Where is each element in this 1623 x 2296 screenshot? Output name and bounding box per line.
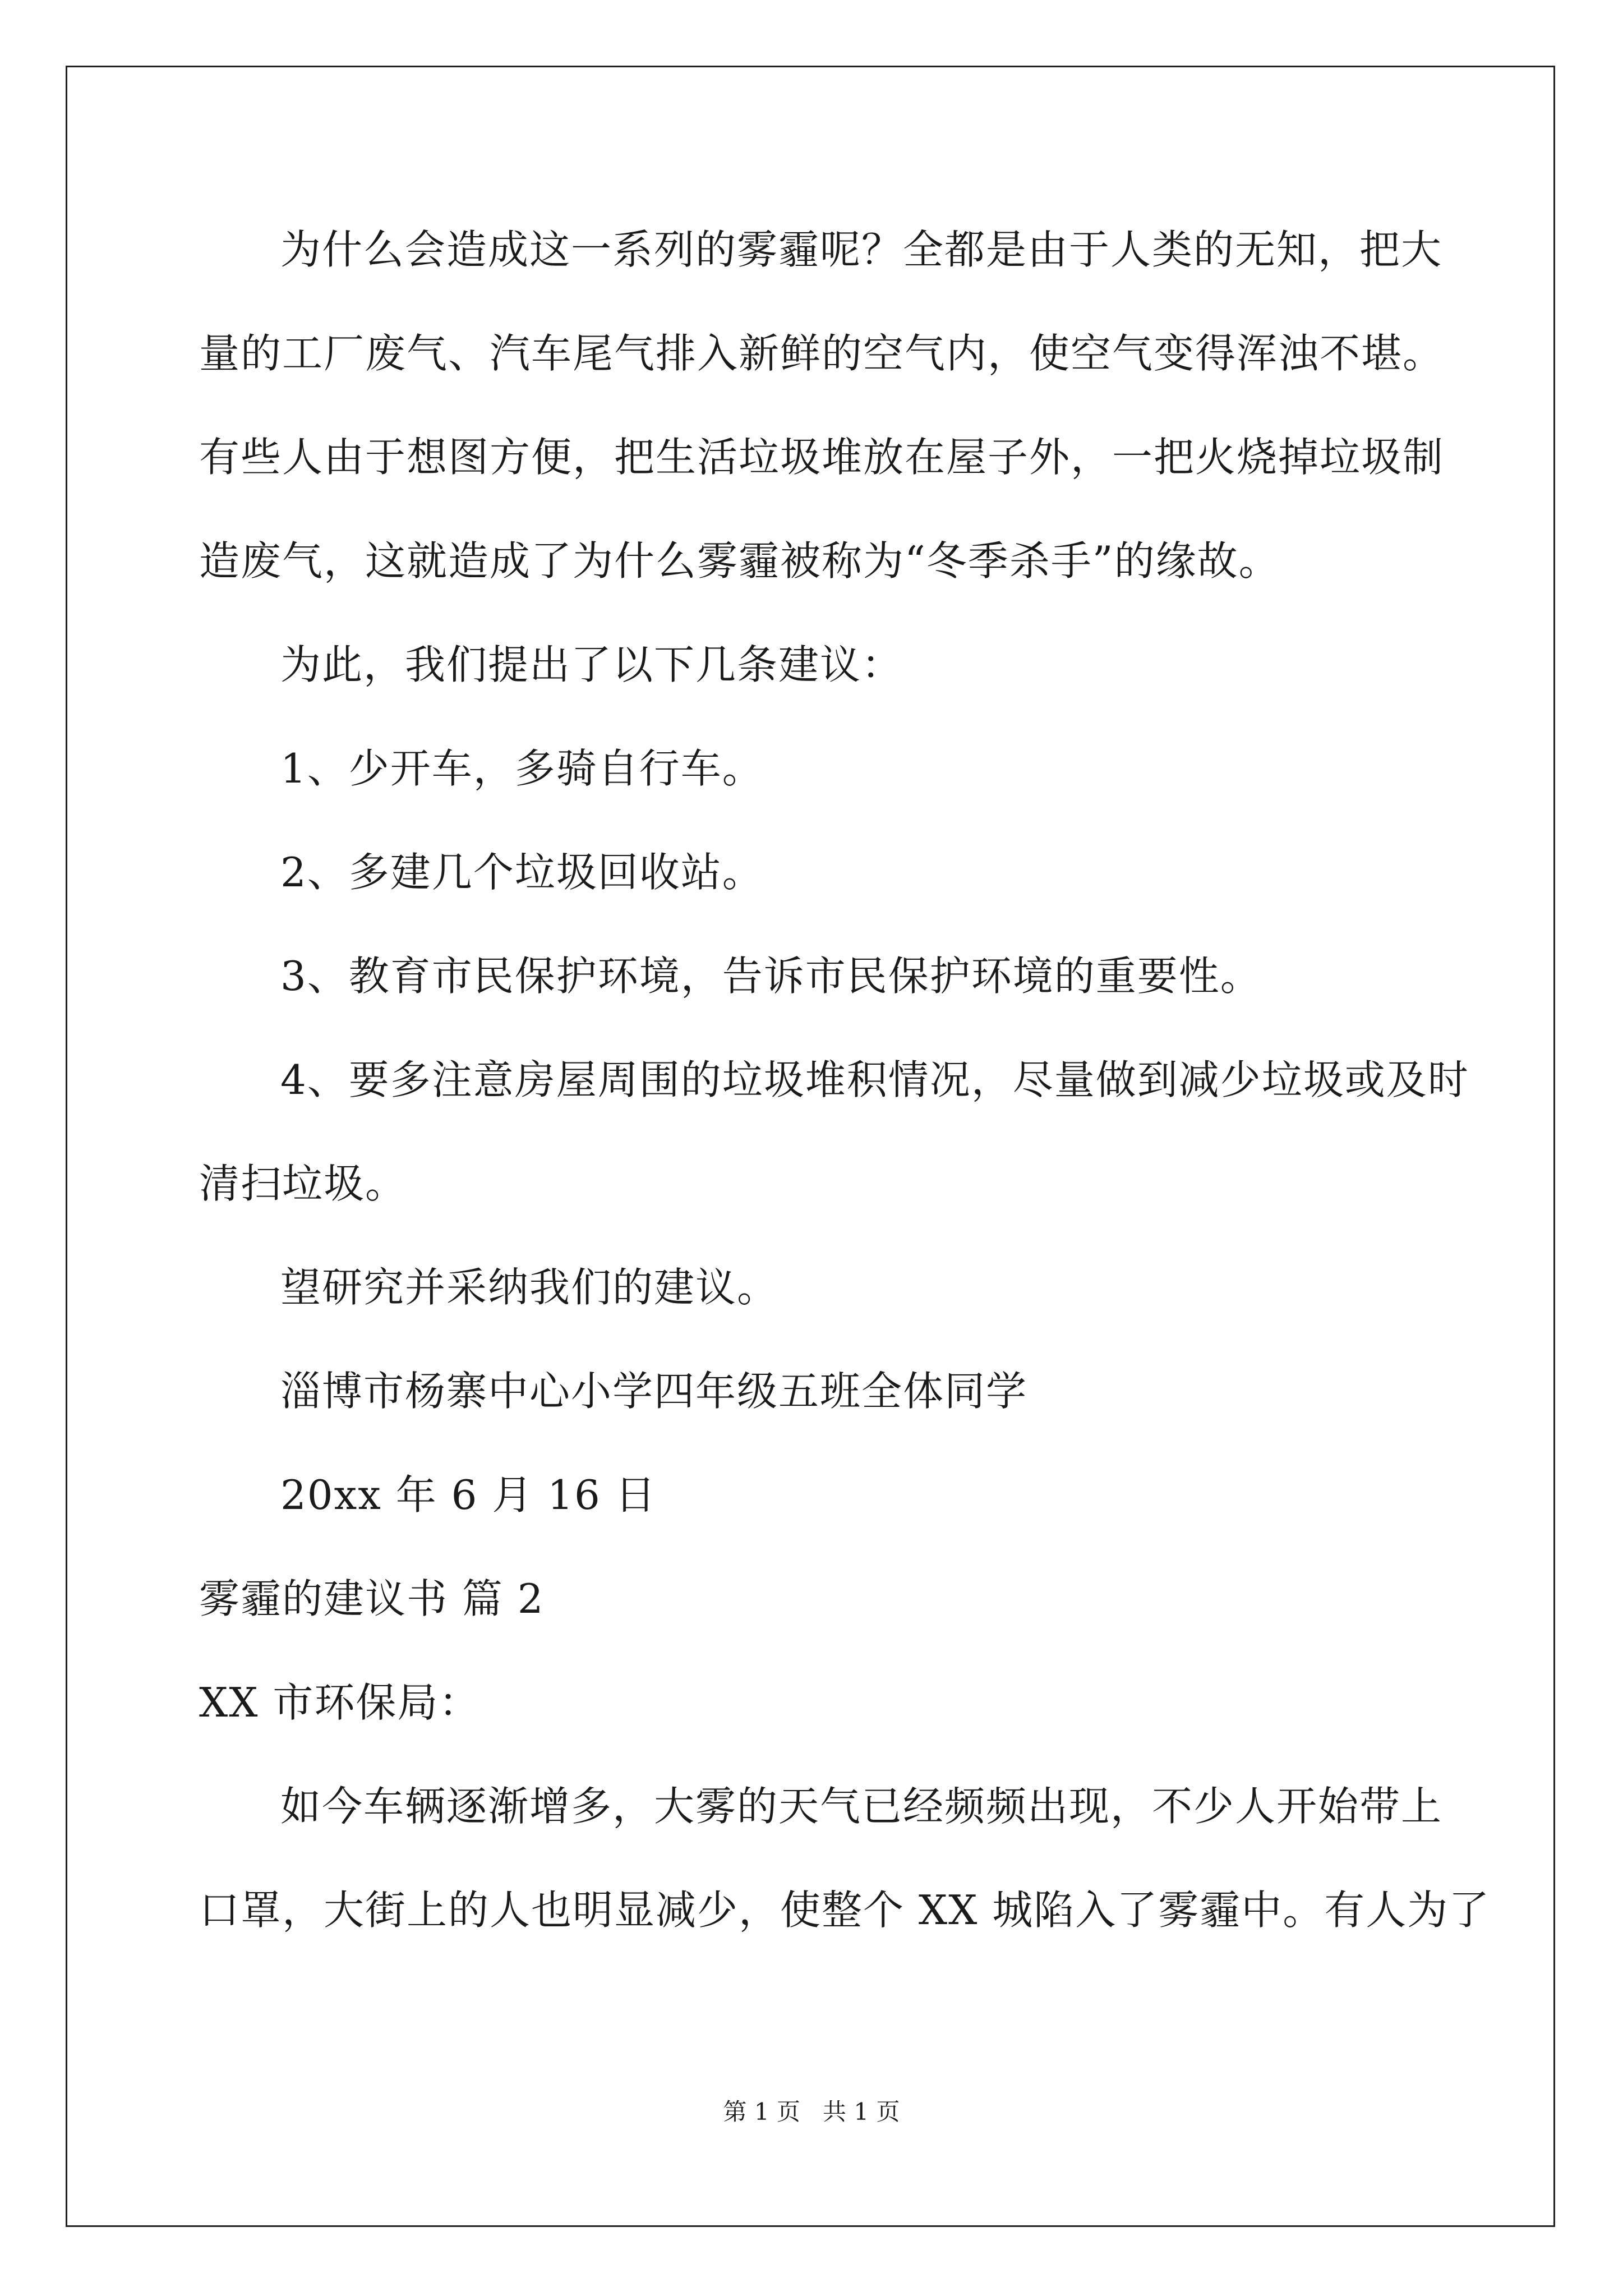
body-text-line: 造废气，这就造成了为什么雾霾被称为“冬季杀手”的缘故。 [199,537,1280,585]
body-text-line: 为什么会造成这一系列的雾霾呢？全都是由于人类的无知，把大 [280,226,1443,273]
page-number-footer: 第 1 页 共 1 页 [723,2098,900,2125]
salutation: XX 市环保局： [199,1679,481,1726]
body-text-line: 量的工厂废气、汽车尾气排入新鲜的空气内，使空气变得浑浊不堪。 [199,330,1445,377]
body-text-line: 为此，我们提出了以下几条建议： [280,641,903,688]
signature-line: 淄博市杨寨中心小学四年级五班全体同学 [280,1368,1028,1415]
date-line: 20xx 年 6 月 16 日 [280,1471,657,1519]
list-item: 2、多建几个垃圾回收站。 [280,849,764,896]
list-item: 4、要多注意房屋周围的垃圾堆积情况，尽量做到减少垃圾或及时 [280,1056,1469,1103]
body-text-line: 望研究并采纳我们的建议。 [280,1264,779,1311]
list-item: 清扫垃圾。 [199,1160,407,1207]
list-item: 3、教育市民保护环境，告诉市民保护环境的重要性。 [280,953,1262,1000]
body-text-line: 口罩，大街上的人也明显减少，使整个 XX 城陷入了雾霾中。有人为了 [199,1887,1491,1934]
section-heading: 雾霾的建议书 篇 2 [199,1575,545,1622]
body-text-line: 如今车辆逐渐增多，大雾的天气已经频频出现，不少人开始带上 [280,1783,1443,1830]
body-text-line: 有些人由于想图方便，把生活垃圾堆放在屋子外，一把火烧掉垃圾制 [199,434,1445,481]
list-item: 1、少开车，多骑自行车。 [280,745,764,792]
